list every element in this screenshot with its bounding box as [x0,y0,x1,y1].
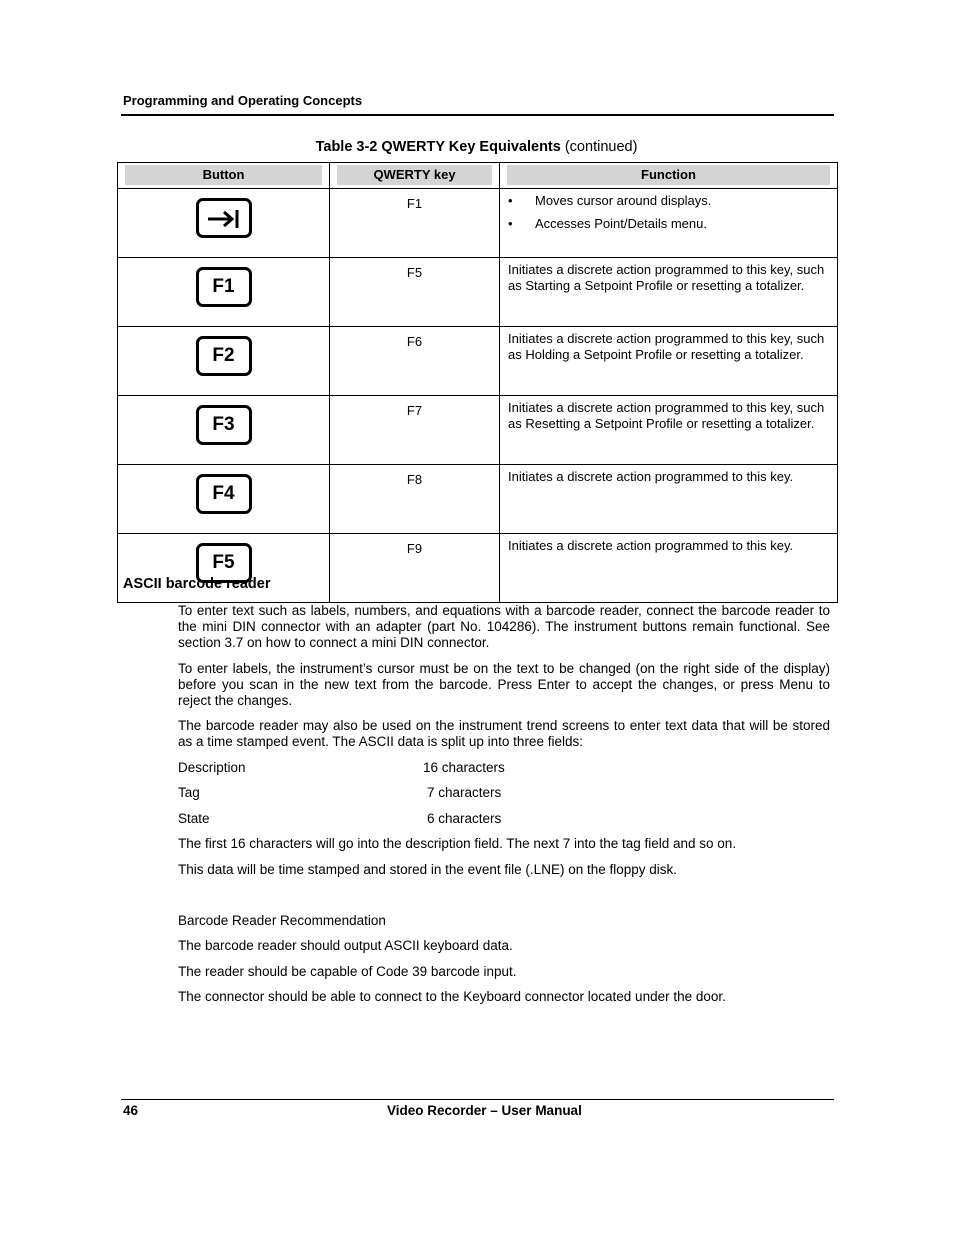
table-row [118,189,838,258]
page-number: 46 [123,1103,139,1118]
field-name: Tag [178,785,200,800]
paragraph: The reader should be capable of Code 39 barcode input. [178,964,517,979]
table-caption [117,139,836,155]
paragraph: To enter text such as labels, numbers, and equations with a barcode reader, connect the barcode reader to the mini DIN connector with an adapter (part No. 104286). The instrument buttons remain functional. See section 3.7 on how to connect a mini DIN connector. [178,603,830,650]
paragraph: To enter labels, the instrument’s cursor must be on the text to be changed (on the right side of the display) before you scan in the new text from the barcode. Press Enter to accept the changes, or press Menu to reject the changes. [178,661,830,708]
field-name: Description [178,760,246,775]
qwerty-cell: F9 [330,534,500,603]
button-cell [118,396,330,465]
tab-key [196,198,252,238]
table-row [118,258,838,327]
col-header-function: Function [500,163,838,189]
field-size: 16 characters [423,760,505,775]
function-cell: Initiates a discrete action programmed to this key, such as Starting a Setpoint Profile or resetting a totalizer. [500,258,838,327]
running-head: Programming and Operating Concepts [123,93,363,108]
f3-key: F3 [196,405,252,445]
function-cell: Initiates a discrete action programmed to this key, such as Resetting a Setpoint Profile or resetting a totalizer. [500,396,838,465]
f5-key: F5 [196,543,252,583]
paragraph: The barcode reader may also be used on the instrument trend screens to enter text data that will be stored as a time stamped event. The ASCII data is split up into three fields: [178,718,830,749]
col-header-qwerty: QWERTY key [330,163,500,189]
function-cell [500,189,838,258]
function-item: • Accesses Point/Details menu. [508,216,829,232]
qwerty-cell: F8 [330,465,500,534]
document-title: Video Recorder – User Manual [387,1103,582,1118]
paragraph: This data will be time stamped and stored in the event file (.LNE) on the floppy disk. [178,862,678,877]
table-row [118,465,838,534]
qwerty-cell: F1 [330,189,500,258]
table-row [118,534,838,603]
button-cell [118,189,330,258]
f1-key: F1 [196,267,252,307]
paragraph: The connector should be able to connect to the Keyboard connector located under the door. [178,989,726,1004]
qwerty-cell: F5 [330,258,500,327]
button-cell [118,465,330,534]
button-cell [118,534,330,603]
footer-rule [121,1099,834,1100]
table-header-row [118,163,838,189]
qwerty-cell: F6 [330,327,500,396]
button-cell [118,327,330,396]
function-cell: Initiates a discrete action programmed to this key, such as Holding a Setpoint Profile or resetting a totalizer. [500,327,838,396]
function-cell: Initiates a discrete action programmed to this key. [500,465,838,534]
table-caption-suffix: (continued) [560,139,638,155]
paragraph: The first 16 characters will go into the description field. The next 7 into the tag field and so on. [178,836,737,851]
section-heading: ASCII barcode reader [123,576,271,592]
field-size: 6 characters [427,811,502,826]
button-cell [118,258,330,327]
header-rule [121,114,834,116]
table-row [118,327,838,396]
f4-key: F4 [196,474,252,514]
tab-arrow-icon [206,209,242,229]
recommendation-title: Barcode Reader Recommendation [178,913,386,928]
col-header-button: Button [118,163,330,189]
function-cell: Initiates a discrete action programmed to this key. [500,534,838,603]
qwerty-key-table [117,162,838,603]
f2-key: F2 [196,336,252,376]
field-name: State [178,811,210,826]
function-item: • Moves cursor around displays. [508,193,829,209]
qwerty-cell: F7 [330,396,500,465]
paragraph: The barcode reader should output ASCII keyboard data. [178,938,513,953]
table-caption-title: Table 3-2 QWERTY Key Equivalents [315,139,561,155]
table-row [118,396,838,465]
field-size: 7 characters [427,785,502,800]
